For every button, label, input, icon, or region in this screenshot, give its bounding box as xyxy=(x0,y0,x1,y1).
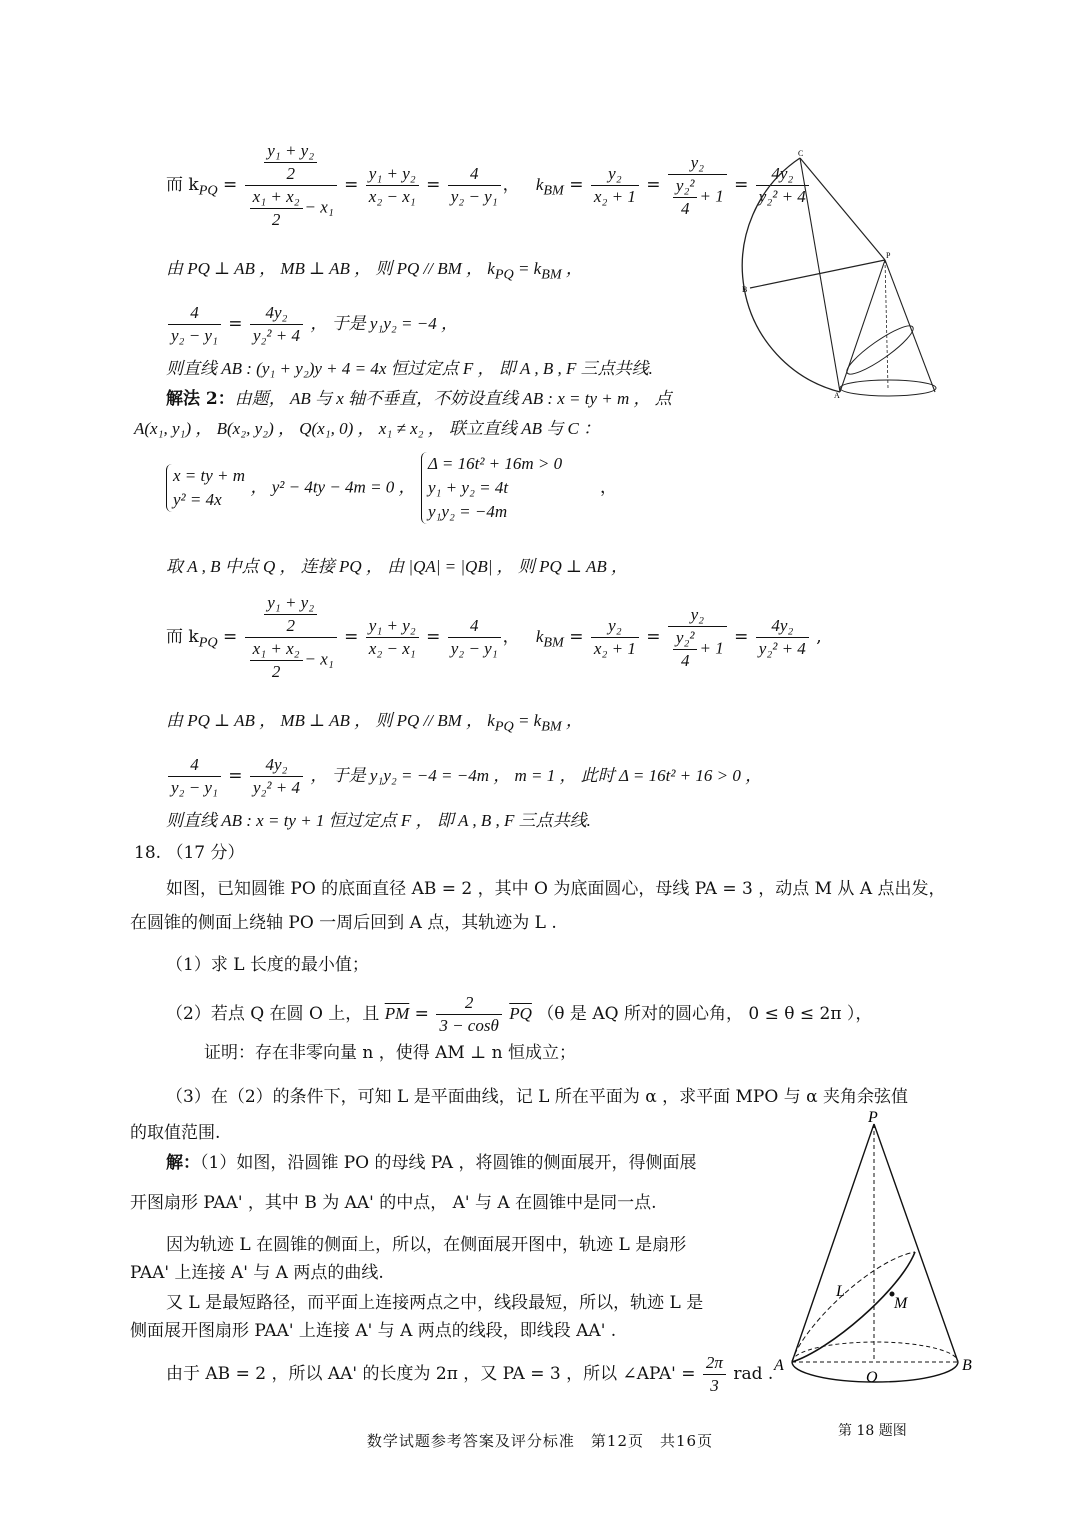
label-p: P xyxy=(868,1110,878,1126)
cone-base-back xyxy=(792,1342,958,1362)
solution-3: 因为轨迹 L 在圆锥的侧面上，所以，在侧面展开图中，轨迹 L 是扇形 xyxy=(166,1235,687,1255)
system-of-equations: x = ty + m y² = 4x ， y² − 4ty − 4m = 0 ， Δ = 16t² + 16m > 0 y₁ + y₂ = 4t y₁y₂ = −4m ， xyxy=(166,452,617,524)
label-o: O xyxy=(866,1369,878,1386)
cone-generatrix-pb xyxy=(874,1124,958,1362)
question-2-proof: 证明：存在非零向量 n ，使得 AM ⊥ n 恒成立； xyxy=(204,1043,576,1063)
kpq-expression-2: 而 $k_{PQ}$ = $\frac{\text{y₁ + y₂}}{2}$ $\frac{\text{x₁ + x₂}}{2}$ − x₁ = $\frac{\text{y₁ + y₂}}{\text{x₂ − x₁}}$ = $\frac{4}{\text{y₂ − y₁}}$ ， $k_{BM}$ = $\frac{\text{y₂}}{\text{x₂ + 1}}$ = y₂ $\frac{\text{y₂²}}{4}$ + 1 = $\frac{\text{4y₂}}{\text{y₂² + 4}}$ , xyxy=(166,593,822,681)
fraction-midpoint: $\frac{\text{y₁ + y₂}}{2}$ $\frac{\text{x₁ + x₂}}{2}$ − x₁ xyxy=(245,140,337,231)
solution-4: PAA' 上连接 A' 与 A 两点的曲线. xyxy=(130,1263,384,1283)
small-figure xyxy=(740,150,960,400)
method-2-line2: A(x₁, y₁) ， B(x₂, y₂) ， Q(x₁, 0) ， x₁ ≠ x₂ ， 联立直线 AB 与 C ： xyxy=(134,419,601,438)
label-l: L xyxy=(836,1283,845,1300)
label-b: B xyxy=(962,1357,972,1374)
line-y1y2: $\frac{4}{\text{y₂ − y₁}}$ = $\frac{\text{4y₂}}{\text{y₂² + 4}}$ ， 于是 y₁y₂ = −4 ， xyxy=(166,302,458,347)
small-figure-arc xyxy=(742,158,840,392)
line-y1y2-b: $\frac{4}{\text{y₂ − y₁}}$ = $\frac{\text{4y₂}}{\text{y₂² + 4}}$ ， 于是 y₁y₂ = −4 = −4m ， m = 1 ， 此时 Δ = 16t² + 16 > 0 ， xyxy=(166,754,762,799)
label-m: M xyxy=(894,1295,908,1312)
label-a: A xyxy=(774,1357,784,1374)
system-right: Δ = 16t² + 16m > 0 y₁ + y₂ = 4t y₁y₂ = −4m xyxy=(421,452,562,524)
problem-18-p2: 在圆锥的侧面上绕轴 PO 一周后回到 A 点，其轨迹为 L . xyxy=(130,913,557,933)
solution-6: 侧面展开图扇形 PAA' 上连接 A' 与 A 两点的线段，即线段 AA' . xyxy=(130,1321,617,1341)
problem-18-header: 18. （17 分） xyxy=(134,843,245,863)
line-fixed-point-b: 则直线 AB : x = ty + 1 恒过定点 F ， 即 A , B , F 三点共线. xyxy=(166,811,591,830)
method-2-intro: 解法 2：由题， AB 与 x 轴不垂直，不妨设直线 AB : x = ty + m ， 点 xyxy=(166,389,672,409)
kpq-expression: 而 $k_{PQ}$ = $\frac{\text{y₁ + y₂}}{2}$ $\frac{\text{x₁ + x₂}}{2}$ − x₁ = $\frac{\text{y₁ + y₂}}{\text{x₂ − x₁}}$ = $\frac{4}{\text{y₂ − y₁}}$ ， $k_{BM}$ = $\frac{\text{y₂}}{\text{x₂ + 1}}$ = y₂ $\frac{\text{y₂²}}{4}$ + 1 = $\frac{\text{4y₂}}{\text{y₂² + 4}}$ xyxy=(166,140,811,231)
cone-generatrix-pa xyxy=(792,1124,874,1362)
cone-figure xyxy=(770,1110,990,1410)
solution-7: 由于 AB = 2 ，所以 AA' 的长度为 2π ，又 PA = 3 ，所以 ∠APA' = $\frac{2\pi}{3}$ rad . xyxy=(166,1353,774,1395)
line-perp-2: 由 PQ ⊥ AB ， MB ⊥ AB ， 则 PQ // BM ， $k_{PQ} = k_{BM}$ ， xyxy=(166,711,583,735)
line-perp-1: 由 PQ ⊥ AB ， MB ⊥ AB ， 则 PQ // BM ， $k_{PQ} = k_{BM}$ ， xyxy=(166,259,583,283)
small-label-c: C xyxy=(798,150,804,158)
question-1: （1）求 L 长度的最小值； xyxy=(166,955,369,975)
system-left: x = ty + m y² = 4x xyxy=(166,464,245,512)
page-footer: 数学试题参考答案及评分标准 第12页 共16页 xyxy=(366,1432,714,1450)
solution-1: 解：（1）如图，沿圆锥 PO 的母线 PA ，将圆锥的侧面展开，得侧面展 xyxy=(166,1153,697,1173)
small-label-a: A xyxy=(834,391,840,400)
problem-18-p1: 如图，已知圆锥 PO 的底面直径 AB = 2 ，其中 O 为底面圆心，母线 PA = 3 ，动点 M 从 A 点出发， xyxy=(166,879,946,899)
solution-2: 开图扇形 PAA' ，其中 B 为 AA' 的中点， A' 与 A 在圆锥中是同一点. xyxy=(130,1193,657,1213)
midpoint-line: 取 A , B 中点 Q ， 连接 PQ ， 由 |QA| = |QB| ， 则 PQ ⊥ AB ， xyxy=(166,557,628,576)
small-label-b: B xyxy=(742,285,748,294)
question-3-b: 的取值范围. xyxy=(130,1123,221,1143)
small-label-p: P xyxy=(886,251,891,260)
question-2: （2）若点 Q 在圆 O 上，且 $\overline{PM}$ = $\frac{2}{3 - \cos\theta}$ $\overline{PQ}$ （θ 是 AQ 所对的圆心角， 0 ≤ θ ≤ 2π ）， xyxy=(166,993,873,1035)
line-fixed-point: 则直线 AB : (y₁ + y₂)y + 4 = 4x 恒过定点 F ， 即 A , B , F 三点共线. xyxy=(166,359,653,378)
figure-caption: 第 18 题图 xyxy=(838,1423,907,1439)
question-3-a: （3）在（2）的条件下，可知 L 是平面曲线，记 L 所在平面为 α ，求平面 MPO 与 α 夹角余弦值 xyxy=(166,1087,908,1107)
solution-5: 又 L 是最短路径，而平面上连接两点之中，线段最短，所以，轨迹 L 是 xyxy=(166,1293,704,1313)
